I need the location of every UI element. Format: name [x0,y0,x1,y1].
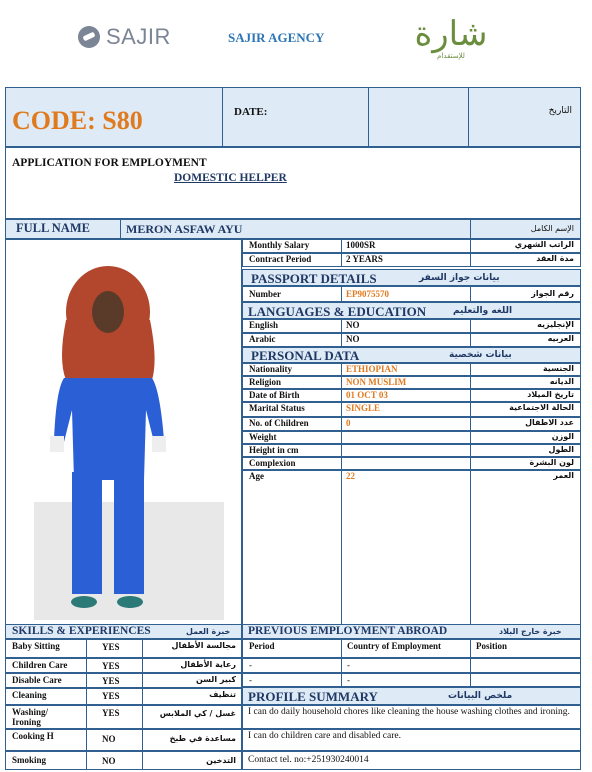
children-row [242,417,581,431]
complexion-label-ar: لون البشرة [529,458,574,467]
profile-title: PROFILE SUMMARY [248,689,378,704]
skill-label: Children Care [12,660,68,670]
skill-value: NO [102,734,116,744]
skill-value: NO [102,756,116,766]
age-row [242,470,581,625]
children-label-ar: عدد الاطفال [525,418,574,427]
salary-value: 1000SR [346,240,376,250]
dob-label-ar: تاريخ الميلاد [527,390,574,399]
passport-number-row [242,286,581,302]
date-label-ar: التاريخ [548,106,572,116]
skill-label-ar: رعاية الأطفال [180,660,236,669]
candidate-photo [6,240,243,626]
profile-section-header [242,687,581,705]
height-row [242,444,581,457]
brand-name: SAJIR [106,24,171,49]
passport-title: PASSPORT DETAILS [251,271,377,286]
full-name-value: MERON ASFAW AYU [126,222,243,236]
profile-line-row [242,705,581,729]
page-header [0,0,592,86]
height-label: Height in cm [249,445,299,455]
full-name-label: FULL NAME [16,221,90,235]
passport-number-value: EP9075570 [346,289,390,299]
nationality-label: Nationality [249,364,293,374]
english-label-ar: الإنجليزيه [537,320,574,329]
arabic-label-ar: العربيه [547,334,574,343]
period-header: Period [249,641,275,651]
arabic-row [242,333,581,347]
skill-label-ar: مجالسة الأطفال [171,641,236,650]
shara-logo-text: شارة [414,14,488,54]
personal-section-header [242,347,581,363]
plane-icon [78,26,100,48]
skill-label-ar: غسل / كي الملابس [159,709,236,718]
previous-row [242,658,581,673]
arabic-label: Arabic [249,334,276,344]
code-title: CODE: S80 [12,106,143,135]
marital-row [242,402,581,417]
age-label-ar: العمر [553,471,574,480]
nationality-label-ar: الجنسية [542,364,574,373]
skill-value: YES [102,661,120,671]
religion-row [242,376,581,389]
skill-row [5,688,242,705]
profile-line: I can do children care and disabled care. [248,731,401,741]
children-label: No. of Children [249,418,309,428]
english-row [242,319,581,333]
height-label-ar: الطول [548,445,574,454]
profile-line-row [242,751,581,770]
age-label: Age [249,471,264,481]
skill-value: YES [102,708,120,718]
religion-label: Religion [249,377,282,387]
dob-row [242,389,581,402]
skills-title-ar: خبرة العمل [186,627,231,636]
profile-line-row [242,729,581,751]
skill-label: Cleaning [12,690,47,700]
previous-title-ar: خبرة خارج البلاد [499,627,562,636]
full-name-row [5,219,581,239]
age-value: 22 [346,471,355,481]
skill-row [5,729,242,751]
languages-section-header [242,302,581,319]
skill-label-ar: تنظيف [209,690,236,699]
shara-logo-sub: للإستقدام [437,52,465,60]
skill-label-ar: مساعدة في طبخ [169,734,236,743]
skill-label-ar: التدخين [206,756,236,765]
nationality-value: ETHIOPIAN [346,364,398,374]
arabic-value: NO [346,334,360,344]
date-label: DATE: [234,106,268,118]
personal-title: PERSONAL DATA [251,348,360,363]
weight-row [242,431,581,444]
contract-value: 2 YEARS [346,254,383,264]
complexion-row [242,457,581,470]
candidate-photo-frame [5,239,242,625]
skill-row [5,639,242,658]
skills-section-header [5,624,242,639]
marital-label: Marital Status [249,403,305,413]
dob-label: Date of Birth [249,390,300,400]
application-title: APPLICATION FOR EMPLOYMENT [12,157,207,169]
religion-value: NON MUSLIM [346,377,407,387]
sajir-logo [78,24,171,50]
personal-title-ar: بيانات شخصية [449,350,512,360]
passport-number-label-ar: رقم الجواز [531,289,574,298]
previous-header-row [242,639,581,658]
salary-row [242,239,581,253]
profile-line: I can do daily household chores like cleaning the house washing clothes and ironing. [248,707,570,717]
languages-title: LANGUAGES & EDUCATION [248,304,427,319]
skills-title: SKILLS & EXPERIENCES [12,625,151,637]
dob-value: 01 OCT 03 [346,390,388,400]
religion-label-ar: الديانه [549,377,574,386]
previous-title: PREVIOUS EMPLOYMENT ABROAD [248,625,448,637]
salary-label: Monthly Salary [249,240,310,250]
english-label: English [249,320,279,330]
english-value: NO [346,320,360,330]
skill-row [5,751,242,770]
skill-row [5,673,242,688]
skill-label: Washing/ Ironing [12,707,49,727]
complexion-label: Complexion [249,458,296,468]
previous-row [242,673,581,687]
skill-label: Cooking H [12,731,54,741]
previous-country: - [347,675,350,685]
marital-value: SINGLE [346,403,381,413]
passport-number-label: Number [249,289,281,299]
skill-label: Disable Care [12,675,62,685]
skill-label: Smoking [12,755,47,765]
weight-label-ar: الوزن [551,432,574,441]
contract-label: Contract Period [249,254,312,264]
weight-label: Weight [249,432,277,442]
code-row [5,87,581,147]
nationality-row [242,363,581,376]
skill-value: YES [102,691,120,701]
previous-period: - [249,660,252,670]
full-name-label-ar: الإسم الكامل [530,224,574,233]
skill-row [5,658,242,673]
application-subtitle: DOMESTIC HELPER [174,172,287,184]
contract-row [242,253,581,267]
languages-title-ar: اللغه والتعليم [453,306,513,316]
skill-label-ar: كبير السن [195,675,236,684]
agency-title: SAJIR AGENCY [228,30,325,45]
skill-row [5,705,242,729]
position-header: Position [476,641,508,651]
passport-section-header [242,269,581,286]
skill-label: Baby Sitting [12,641,60,651]
country-header: Country of Employment [347,641,441,651]
children-value: 0 [346,418,351,428]
passport-title-ar: بيانات جواز السفر [419,273,500,283]
contract-label-ar: مدة العقد [536,254,574,263]
salary-label-ar: الراتب الشهري [514,240,574,249]
marital-label-ar: الحالة الاجتماعية [509,403,574,412]
profile-line: Contact tel. no:+251930240014 [248,755,369,765]
previous-period: - [249,675,252,685]
skill-value: YES [102,676,120,686]
previous-country: - [347,660,350,670]
profile-title-ar: ملخص البيانات [448,691,513,701]
skill-value: YES [102,642,120,652]
previous-section-header [242,624,581,639]
application-row [5,147,581,219]
shara-logo [412,14,490,68]
